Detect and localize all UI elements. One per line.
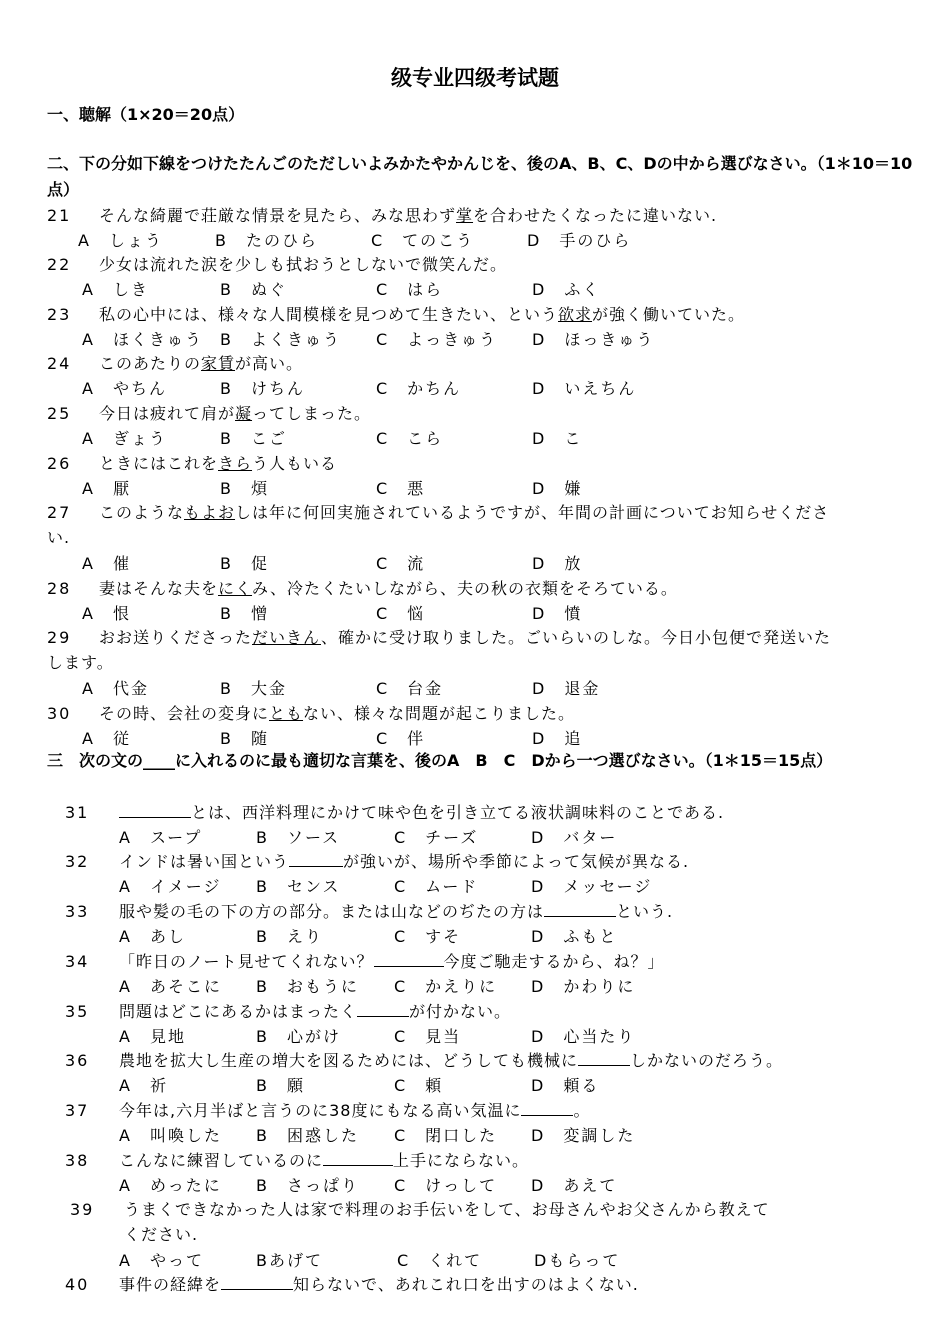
option-a[interactable]: A ぎょう [82,429,167,448]
option-b[interactable]: Bあげて [256,1251,323,1270]
question-number: 31 [65,803,90,822]
section-3-heading: 三 次の文の____に入れるのに最も適切な言葉を、後のA B C Dから一つ選びなさい。（1＊15＝15点） [47,751,833,770]
option-c[interactable]: C かえりに [394,977,498,996]
question-37: 37 今年は,六月半ばと言うのに38度にもなる高い気温に 。 [65,1101,591,1120]
question-34: 34 「昨日のノート見せてくれない？ 今度ご馳走するから、ね？」 [65,952,665,971]
question-28: 28 妻はそんな夫をにくみ、冷たくたいしながら、夫の秋の衣類をそろている。 [47,579,678,598]
option-a[interactable]: A 祈 [119,1076,168,1095]
option-b[interactable]: B ソース [256,828,341,847]
option-d[interactable]: D 追 [532,729,583,748]
question-29: 29 おお送りくださっただいきん、確かに受け取りました。ごいらいのしな。今日小包便で発送いた [47,628,831,647]
option-c[interactable]: C 流 [376,554,426,573]
answer-blank[interactable] [578,1051,630,1066]
question-number: 25 [47,404,72,423]
option-d[interactable]: D バター [531,828,618,847]
underlined-word: 凝 [235,404,253,423]
answer-blank[interactable] [323,1151,393,1166]
option-c[interactable]: C けっして [394,1176,498,1195]
option-c[interactable]: C こら [376,429,444,448]
answer-blank[interactable] [521,1101,573,1116]
option-d[interactable]: D ほっきゅう [532,330,655,349]
option-a[interactable]: A あし [119,927,186,946]
question-number: 24 [47,354,72,373]
question-33: 33 服や髪の毛の下の方の部分。または山などのぢたの方は という. [65,902,674,921]
section-2-heading: 二、下の分如下線をつけたたんごのただしいよみかたやかんじを、後のA、B、C、Dの中から選びなさい。（1＊10＝10点） [47,154,913,199]
underlined-word: もよお [184,503,236,522]
question-22: 22 少女は流れた涙を少しも拭おうとしないで微笑んだ。 [47,255,508,274]
option-b[interactable]: B えり [256,927,323,946]
option-a[interactable]: A やちん [82,379,167,398]
answer-blank[interactable] [357,1002,409,1017]
option-c[interactable]: C よっきゅう [376,330,498,349]
question-number: 35 [65,1002,90,1021]
option-d[interactable]: Dもらって [534,1251,621,1270]
answer-blank[interactable] [289,852,343,867]
question-number: 36 [65,1051,90,1070]
option-b[interactable]: B たのひら [215,231,318,250]
option-a[interactable]: A あそこに [119,977,222,996]
question-number: 28 [47,579,72,598]
option-a[interactable]: A しき [82,280,149,299]
option-b[interactable]: B 煩 [220,479,269,498]
underlined-word: 欲求 [558,305,593,324]
answer-blank[interactable] [221,1275,293,1290]
question-number: 21 [47,206,72,225]
question-number: 23 [47,305,72,324]
option-a[interactable]: A 催 [82,554,131,573]
option-a[interactable]: A 恨 [82,604,131,623]
option-c[interactable]: C 台金 [376,679,444,698]
option-b[interactable]: B ぬぐ [220,280,287,299]
question-32: 32 インドは暑い国という が強いが、場所や季節によって気候が異なる. [65,852,690,871]
option-c[interactable]: C すそ [394,927,462,946]
option-b[interactable]: B 困惑した [256,1126,359,1145]
option-b[interactable]: B 促 [220,554,269,573]
section-1-heading: 一、聴解（1×20＝20点） [47,105,245,124]
question-30: 30 その時、会社の変身にともない、様々な問題が起こりました。 [47,704,576,723]
option-c[interactable]: C 頼 [394,1076,444,1095]
question-38: 38 こんなに練習しているのに 上手にならない。 [65,1151,530,1170]
option-d[interactable]: D ふく [532,280,601,299]
question-number: 27 [47,503,72,522]
question-31: 31 とは、西洋料理にかけて味や色を引き立てる液状調味料のことである. [65,803,725,822]
question-40: 40 事件の経緯を 知らないで、あれこれ口を出すのはよくない. [65,1275,639,1294]
option-d[interactable]: D メッセージ [531,877,653,896]
option-a[interactable]: A やって [119,1251,204,1270]
option-c[interactable]: C 悪 [376,479,426,498]
option-c[interactable]: C 見当 [394,1027,462,1046]
question-23: 23 私の心中には、様々な人間模様を見つめて生きたい、という欲求が強く働いていた。 [47,305,746,324]
option-b[interactable]: B さっぱり [256,1176,359,1195]
option-a[interactable]: A スープ [119,828,203,847]
option-a[interactable]: A めったに [119,1176,222,1195]
question-27-continuation: い. [47,528,71,547]
option-d[interactable]: D 変調した [531,1126,636,1145]
question-number: 30 [47,704,72,723]
question-25: 25 今日は疲れて肩が凝ってしまった。 [47,404,372,423]
question-39: 39 うまくできなかった人は家で料理のお手伝いをして、お母さんやお父さんから教えて [70,1200,770,1219]
option-a[interactable]: A イメージ [119,877,222,896]
option-b[interactable]: B けちん [220,379,305,398]
underlined-word: 家賃 [201,354,236,373]
option-c[interactable]: C てのこう [371,231,475,250]
option-d[interactable]: D あえて [531,1176,618,1195]
option-b[interactable]: B 願 [256,1076,305,1095]
option-c[interactable]: C くれて [397,1251,483,1270]
option-a[interactable]: A ほくきゅう [82,330,203,349]
question-number: 26 [47,454,72,473]
option-a[interactable]: A 見地 [119,1027,186,1046]
question-number: 29 [47,628,72,647]
option-c[interactable]: C 伴 [376,729,426,748]
option-c[interactable]: C はら [376,280,444,299]
option-d[interactable]: D 嫌 [532,479,583,498]
option-b[interactable]: B 随 [220,729,269,748]
question-24: 24 このあたりの家賃が高い。 [47,354,304,373]
question-26: 26 ときにはこれをきらう人もいる [47,454,338,473]
answer-blank[interactable] [374,952,444,967]
question-36: 36 農地を拡大し生産の増大を図るためには、どうしても機械に しかないのだろう。 [65,1051,784,1070]
option-b[interactable]: B センス [256,877,341,896]
underlined-word: だいきん [252,628,321,647]
option-b[interactable]: B 心がけ [256,1027,341,1046]
option-c[interactable]: C 悩 [376,604,426,623]
option-b[interactable]: B 大金 [220,679,287,698]
underlined-word: にく [218,579,253,598]
option-c[interactable]: C チーズ [394,828,479,847]
question-number: 37 [65,1101,90,1120]
question-number: 40 [65,1275,90,1294]
question-number: 33 [65,902,90,921]
option-d[interactable]: D 手のひら [527,231,632,250]
question-39-continuation: ください. [124,1225,199,1244]
question-number: 38 [65,1151,90,1170]
option-d[interactable]: D 心当たり [531,1027,636,1046]
question-35: 35 問題はどこにあるかはまったく が付かない。 [65,1002,512,1021]
option-a[interactable]: A 厭 [82,479,131,498]
option-c[interactable]: C かちん [376,379,462,398]
option-c[interactable]: C ムード [394,877,479,896]
page-title: 级专业四级考试题 [391,66,559,90]
option-c[interactable]: C 閉口した [394,1126,498,1145]
answer-blank[interactable] [119,803,191,818]
option-d[interactable]: D こ [532,429,583,448]
option-d[interactable]: D 憤 [532,604,583,623]
option-b[interactable]: B おもうに [256,977,359,996]
underlined-word: 掌 [456,206,474,225]
option-b[interactable]: B 憎 [220,604,269,623]
question-27: 27 このようなもよおしは年に何回実施されているようですが、年間の計画についてお知らせくださ [47,503,830,522]
option-a[interactable]: A 叫喚した [119,1126,222,1145]
question-number: 34 [65,952,90,971]
option-d[interactable]: D ふもと [531,927,618,946]
option-a[interactable]: A 代金 [82,679,149,698]
question-number: 39 [70,1200,95,1219]
underlined-word: とも [269,704,304,723]
option-d[interactable]: D 退金 [532,679,601,698]
option-a[interactable]: A しょう [78,231,163,250]
option-d[interactable]: D いえちん [532,379,637,398]
question-number: 32 [65,852,90,871]
answer-blank[interactable] [544,902,616,917]
option-b[interactable]: B こご [220,429,287,448]
underlined-word: きら [218,454,253,473]
option-b[interactable]: B よくきゅう [220,330,341,349]
option-d[interactable]: D 頼る [531,1076,600,1095]
question-29-continuation: します。 [47,653,114,672]
question-21: 21 そんな綺麗で荘厳な情景を見たら、みな思わず掌を合わせたくなったに違いない. [47,206,718,225]
option-a[interactable]: A 従 [82,729,131,748]
question-number: 22 [47,255,72,274]
option-d[interactable]: D かわりに [531,977,636,996]
option-d[interactable]: D 放 [532,554,583,573]
